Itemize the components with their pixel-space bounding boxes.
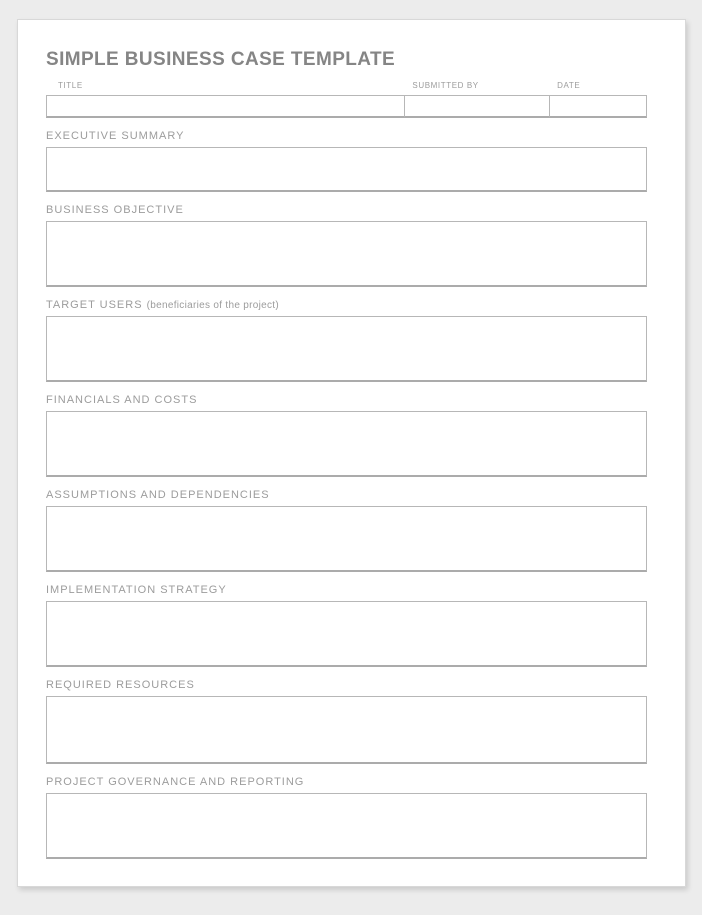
- document-page: [17, 19, 686, 887]
- document-content: [18, 50, 685, 859]
- section-target-users: [46, 299, 647, 382]
- section-implementation-strategy: [46, 584, 647, 667]
- financials-and-costs-label: [46, 394, 647, 407]
- section-note-text: (beneficiaries of the project): [146, 300, 280, 311]
- assumptions-and-dependencies-input[interactable]: [46, 506, 647, 572]
- section-label-text: FINANCIALS AND COSTS: [46, 394, 198, 406]
- project-governance-and-reporting-label: [46, 776, 647, 789]
- section-label-text: ASSUMPTIONS AND DEPENDENCIES: [46, 489, 270, 501]
- section-label-text: REQUIRED RESOURCES: [46, 679, 195, 691]
- section-financials-and-costs: [46, 394, 647, 477]
- business-objective-input[interactable]: [46, 221, 647, 287]
- required-resources-label: [46, 679, 647, 692]
- section-project-governance-and-reporting: [46, 776, 647, 859]
- section-business-objective: [46, 204, 647, 287]
- page-title: SIMPLE BUSINESS CASE TEMPLATE: [46, 49, 396, 70]
- section-required-resources: [46, 679, 647, 764]
- financials-and-costs-input[interactable]: [46, 411, 647, 477]
- executive-summary-label: [46, 130, 647, 143]
- target-users-label: [46, 299, 647, 312]
- assumptions-and-dependencies-label: [46, 489, 647, 502]
- implementation-strategy-label: [46, 584, 647, 597]
- section-label-text: BUSINESS OBJECTIVE: [46, 204, 184, 216]
- title-input[interactable]: [46, 95, 405, 118]
- date-input[interactable]: [549, 95, 647, 118]
- submitted-by-input[interactable]: [404, 95, 550, 118]
- target-users-input[interactable]: [46, 316, 647, 382]
- header-col-title: [46, 81, 405, 118]
- executive-summary-input[interactable]: [46, 147, 647, 192]
- section-label-text: PROJECT GOVERNANCE AND REPORTING: [46, 776, 305, 788]
- header-fields-row: [46, 81, 647, 118]
- section-label-text: IMPLEMENTATION STRATEGY: [46, 584, 227, 596]
- project-governance-and-reporting-input[interactable]: [46, 793, 647, 859]
- required-resources-input[interactable]: [46, 696, 647, 764]
- business-objective-label: [46, 204, 647, 217]
- header-col-date: [549, 81, 647, 118]
- section-label-text: EXECUTIVE SUMMARY: [46, 130, 185, 142]
- header-col-submitted-by: [404, 81, 550, 118]
- title-field-label: TITLE: [58, 81, 83, 90]
- date-field-label: DATE: [557, 81, 581, 90]
- implementation-strategy-input[interactable]: [46, 601, 647, 667]
- submitted-by-field-label: SUBMITTED BY: [412, 81, 479, 90]
- section-assumptions-and-dependencies: [46, 489, 647, 572]
- section-executive-summary: [46, 130, 647, 192]
- section-label-text: TARGET USERS: [46, 299, 143, 311]
